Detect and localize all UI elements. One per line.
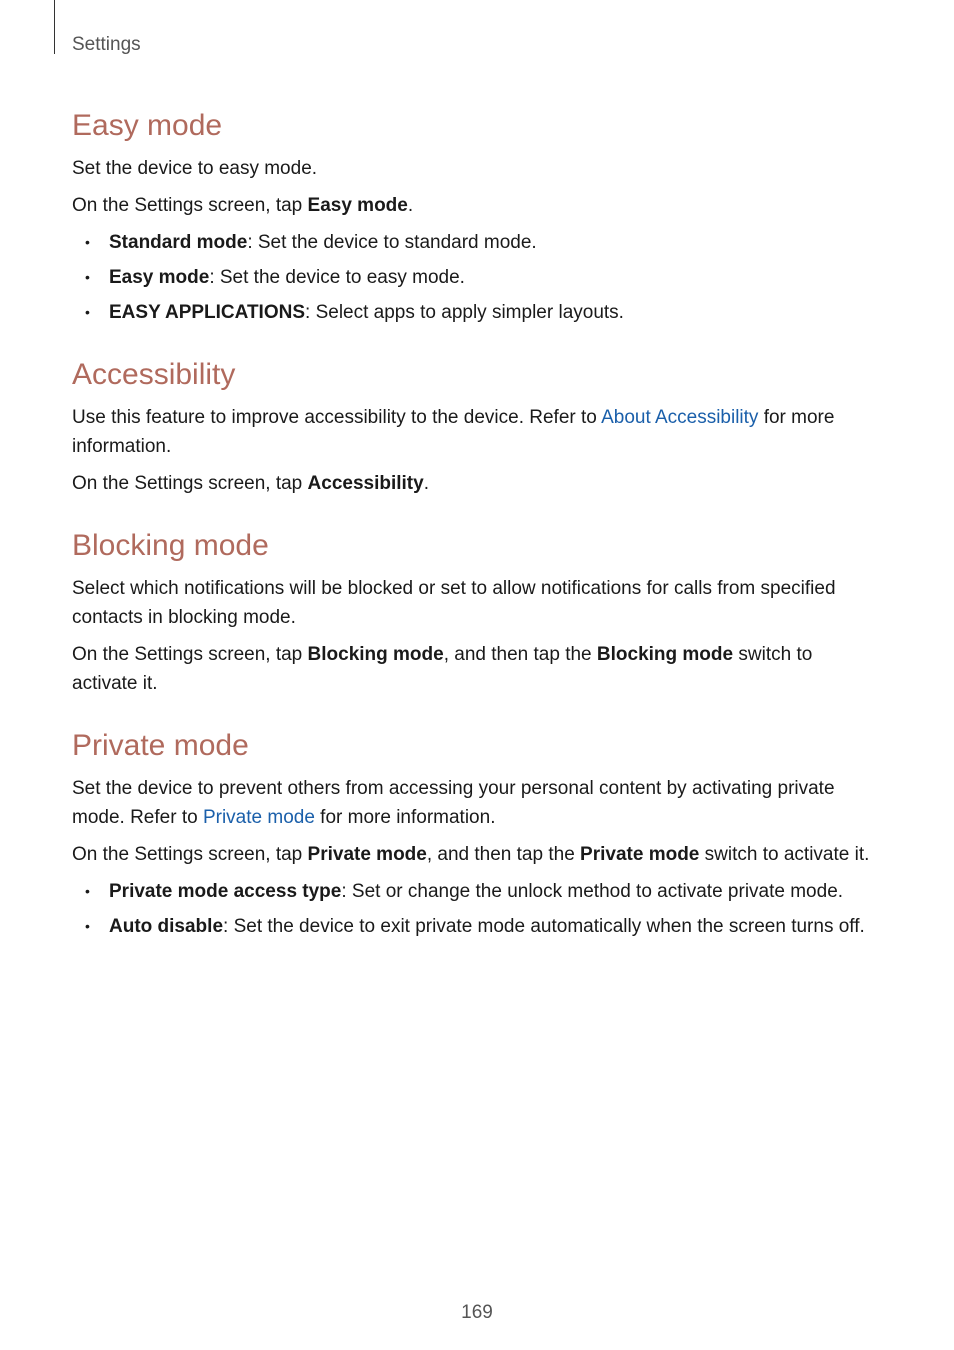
- blocking-mode-intro: Select which notifications will be blocked or set to allow notifications for calls from specified contacts in blocking mode.: [72, 578, 836, 628]
- instruction-text: On the Settings screen, tap: [72, 473, 308, 494]
- option-term: Private mode access type: [109, 881, 342, 902]
- easy-mode-intro: Set the device to easy mode.: [72, 158, 318, 179]
- header-rule: [54, 0, 55, 54]
- instruction-text: , and then tap the: [443, 644, 597, 665]
- instruction-bold: Private mode: [307, 844, 427, 865]
- intro-text: for more information.: [314, 807, 496, 828]
- heading-blocking-mode: Blocking mode: [72, 529, 269, 562]
- easy-mode-options: [72, 228, 872, 327]
- option-desc: : Set the device to exit private mode automatically when the screen turns off.: [223, 916, 865, 937]
- instruction-text: switch to activate it.: [72, 644, 813, 694]
- instruction-bold: Blocking mode: [596, 644, 734, 665]
- page-number: 169: [461, 1302, 493, 1323]
- heading-private-mode: Private mode: [72, 729, 249, 762]
- instruction-text: On the Settings screen, tap: [72, 644, 308, 665]
- bullet-icon: •: [85, 918, 90, 934]
- list-item: [72, 912, 872, 941]
- accessibility-intro: [72, 403, 872, 461]
- instruction-text: .: [423, 473, 429, 494]
- option-desc: : Set the device to standard mode.: [247, 232, 537, 253]
- instruction-bold: Private mode: [580, 844, 700, 865]
- heading-accessibility: Accessibility: [72, 358, 236, 391]
- intro-text: Set the device to prevent others from accessing your personal content by activating private mode. Refer to: [72, 778, 835, 828]
- option-desc: : Set the device to easy mode.: [209, 267, 465, 288]
- private-mode-intro: [72, 774, 872, 832]
- blocking-mode-instruction: [72, 640, 872, 698]
- instruction-text: , and then tap the: [426, 844, 581, 865]
- accessibility-instruction: [72, 469, 872, 498]
- section-accessibility: [72, 357, 872, 498]
- option-desc: : Set or change the unlock method to activate private mode.: [341, 881, 844, 902]
- list-item: [72, 877, 872, 906]
- instruction-text: On the Settings screen, tap: [72, 195, 308, 216]
- section-easy-mode: [72, 108, 872, 327]
- option-term: Auto disable: [109, 916, 224, 937]
- instruction-text: On the Settings screen, tap: [72, 844, 308, 865]
- list-item: [72, 228, 872, 257]
- bullet-icon: •: [85, 304, 90, 320]
- bullet-icon: •: [85, 234, 90, 250]
- section-blocking-mode: [72, 528, 872, 698]
- option-desc: : Select apps to apply simpler layouts.: [305, 302, 624, 323]
- list-item: [72, 298, 872, 327]
- instruction-text: switch to activate it.: [699, 844, 870, 865]
- list-item: [72, 263, 872, 292]
- about-accessibility-link[interactable]: About Accessibility: [601, 407, 759, 428]
- instruction-text: .: [407, 195, 414, 216]
- bullet-icon: •: [85, 269, 90, 285]
- private-mode-link[interactable]: Private mode: [202, 807, 315, 828]
- intro-text: for more information.: [72, 407, 835, 457]
- instruction-bold: Accessibility: [307, 473, 424, 494]
- page-content: [72, 100, 872, 947]
- instruction-bold: Blocking mode: [307, 644, 444, 665]
- instruction-bold: Easy mode: [307, 195, 408, 216]
- intro-text: Use this feature to improve accessibility to the device. Refer to: [72, 407, 602, 428]
- running-header: Settings: [72, 34, 141, 55]
- heading-easy-mode: Easy mode: [72, 109, 223, 142]
- private-mode-instruction: [72, 840, 872, 869]
- private-mode-options: [72, 877, 872, 941]
- easy-mode-instruction: [72, 191, 872, 220]
- option-term: Standard mode: [109, 232, 248, 253]
- option-term: EASY APPLICATIONS: [109, 302, 306, 323]
- option-term: Easy mode: [109, 267, 210, 288]
- section-private-mode: [72, 728, 872, 941]
- bullet-icon: •: [85, 883, 90, 899]
